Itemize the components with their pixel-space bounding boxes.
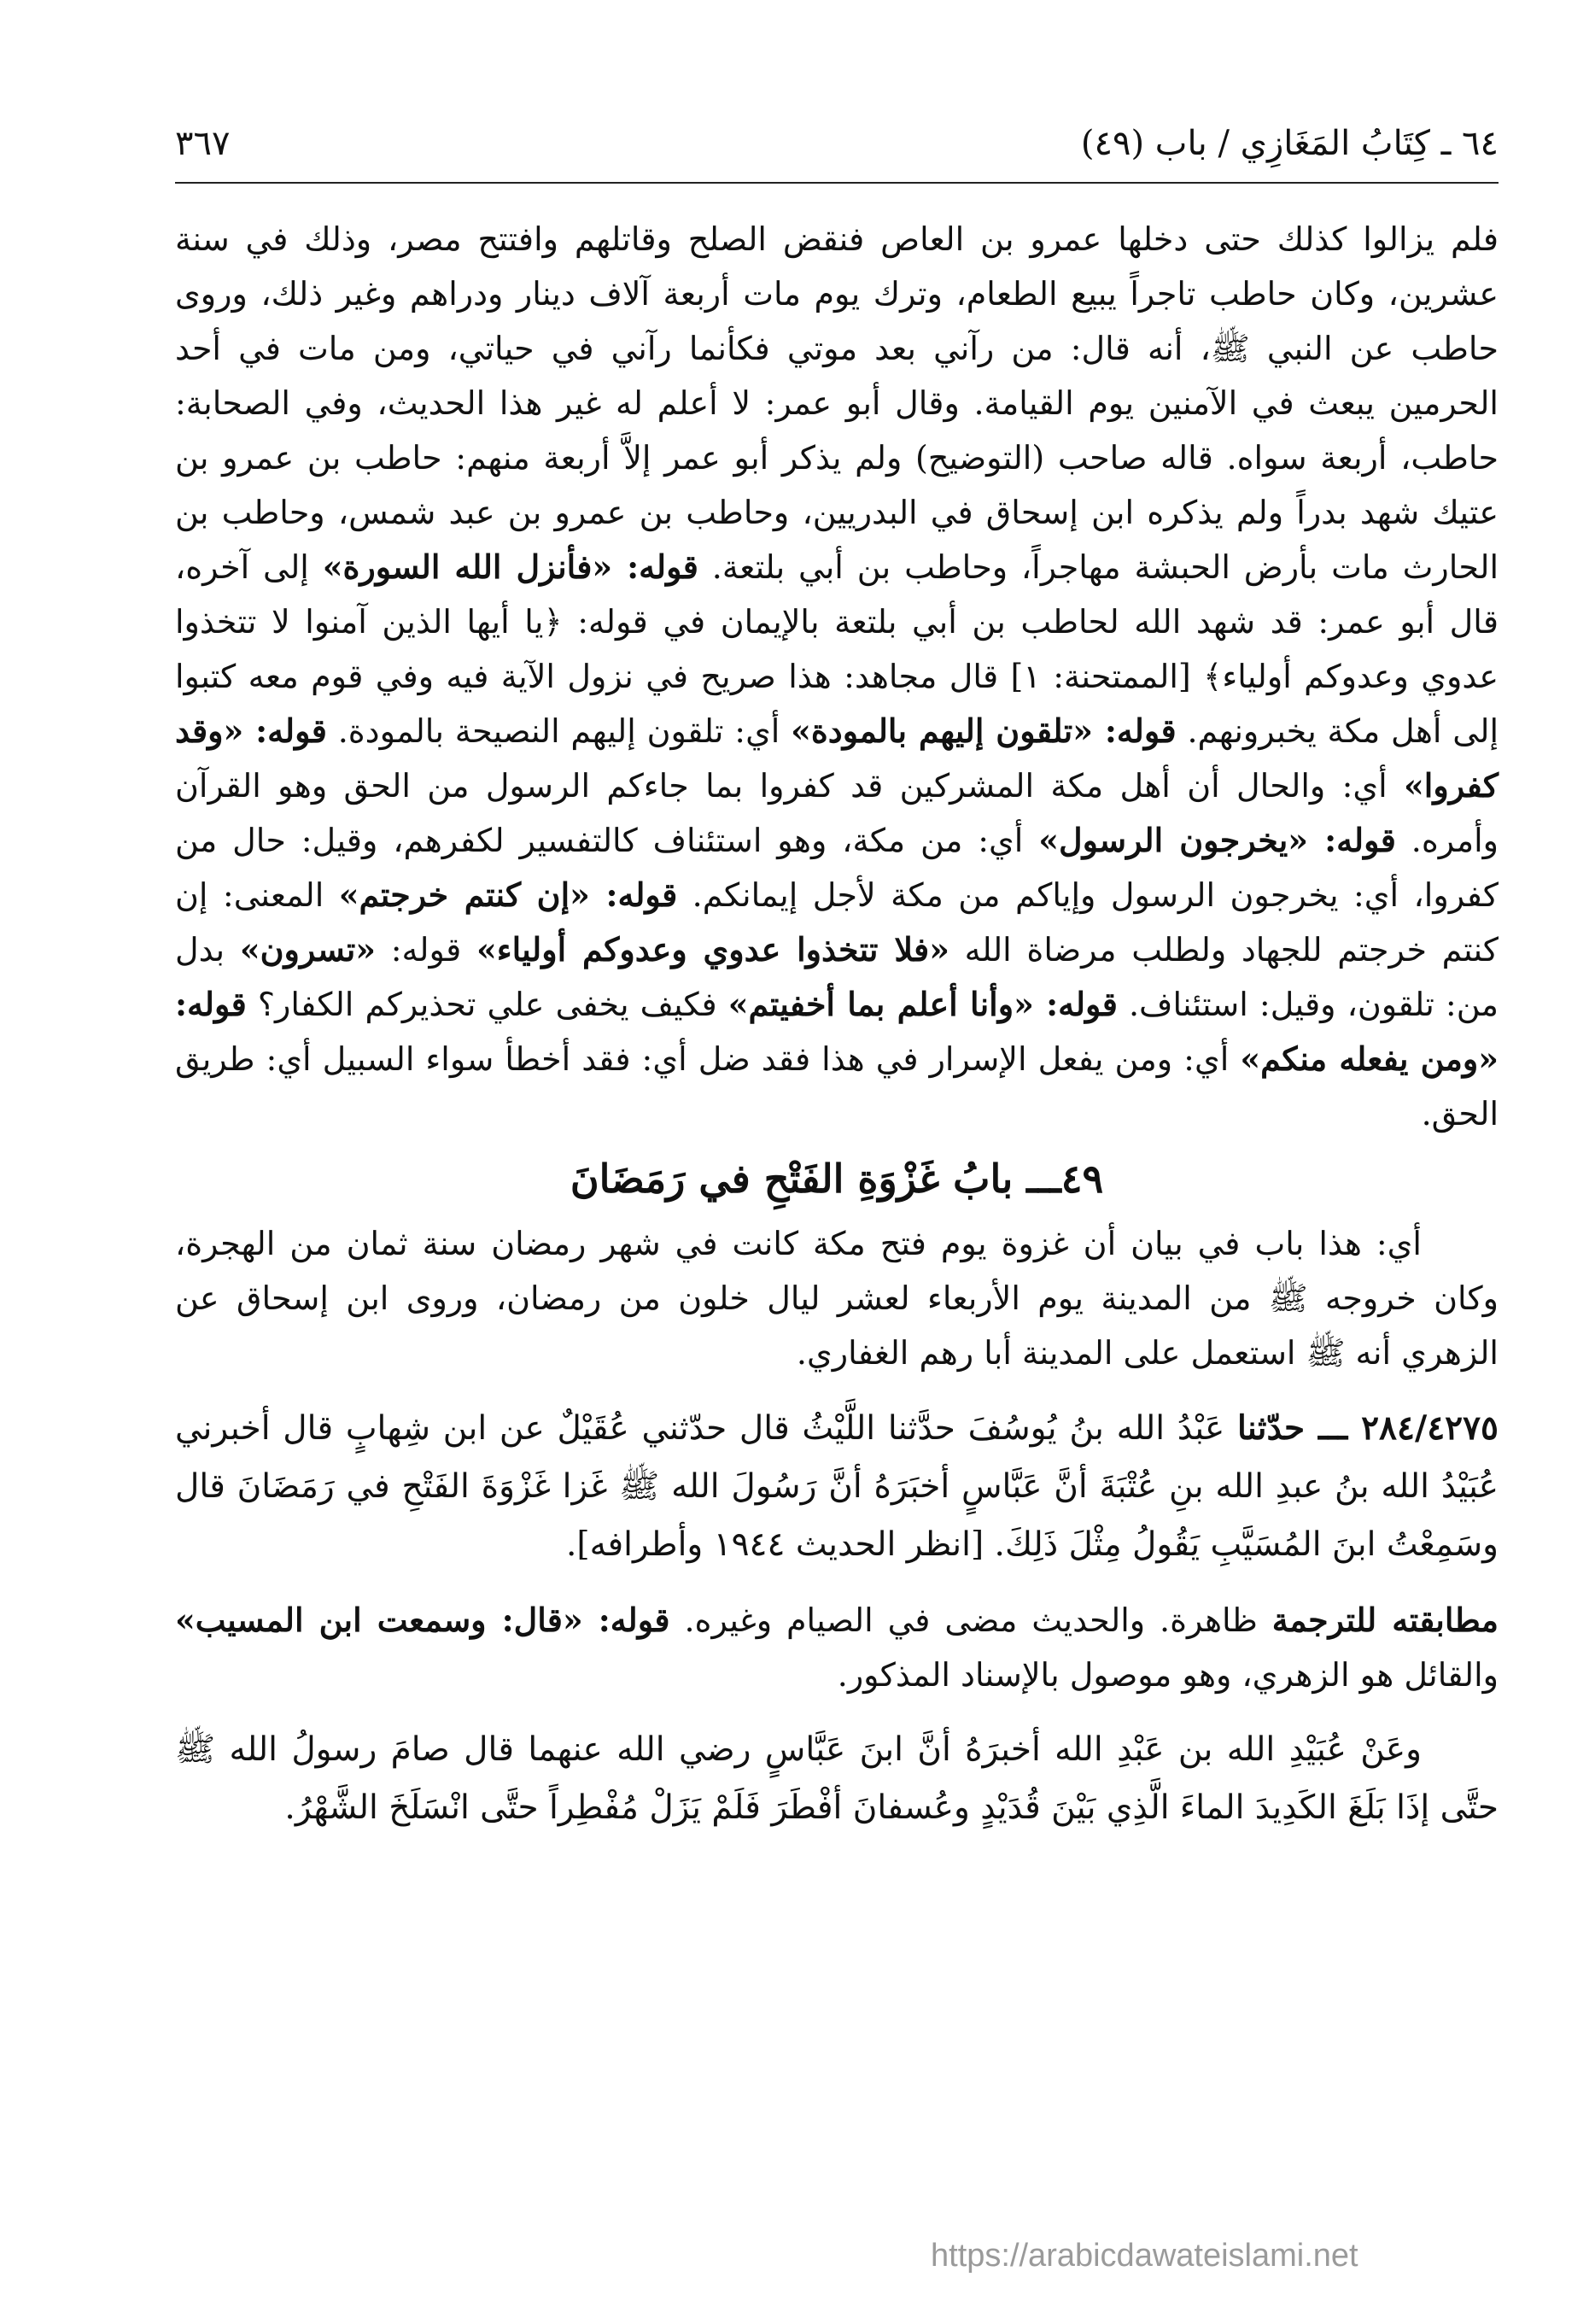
bold-quote: قوله: «وأنا أعلم بما أخفيتم» — [727, 985, 1118, 1023]
page-header — [175, 124, 1499, 180]
text-run: أي: ومن يفعل الإسرار في هذا فقد ضل أي: فقد أخطأ سواء السبيل أي: طريق الحق. — [175, 1040, 1499, 1133]
bold-quote: قوله: «قال: وسمعت ابن المسيب» — [175, 1601, 670, 1639]
header-rule — [175, 182, 1499, 184]
bold-quote: قوله: «ومن يفعله منكم» — [175, 985, 1499, 1078]
bold-quote: مطابقته للترجمة — [1271, 1601, 1499, 1639]
page-number: ٣٦٧ — [175, 124, 231, 163]
intro-paragraph: أي: هذا باب في بيان أن غزوة يوم فتح مكة كانت في شهر رمضان سنة ثمان من الهجرة، وكان خروجه ﷺ من المدينة يوم الأربعاء لعشر ليال خلون من رمضان، وروى ابن إسحاق عن الزهري أنه ﷺ استعمل على المدينة أبا رهم الغفاري. — [175, 1225, 1499, 1372]
text-run: والقائل هو الزهري، وهو موصول بالإسناد المذكور. — [837, 1656, 1499, 1694]
bold-quote: قوله: «فأنزل الله السورة» — [322, 547, 698, 586]
bold-quote: «تسرون» — [239, 930, 377, 969]
hadith-paragraph: وعَنْ عُبَيْدِ الله بن عَبْدِ الله أخبرَهُ أنَّ ابنَ عَبَّاسٍ رضي الله عنهما قال صامَ رسولُ الله ﷺ حتَّى إذَا بَلَغَ الكَدِيدَ الماءَ الَّذِي بَيْنَ قُدَيْدٍ وعُسفانَ أفْطَرَ فَلَمْ يَزَلْ مُفْطِراً حتَّى انْسَلَخَ الشَّهْرُ. — [175, 1730, 1499, 1827]
chapter-heading: ٤٩ـــ بابُ غَزْوَةِ الفَتْحِ في رَمَضَانَ — [570, 1156, 1104, 1202]
text-run: أي: من مكة، وهو استئناف كالتفسير لكفرهم، وقيل: حال من كفروا، أي: يخرجون الرسول وإياكم من مكة لأجل إيمانكم. — [175, 822, 1499, 914]
text-run: فكيف يخفى علي تحذيركم الكفار؟ — [246, 986, 728, 1023]
bold-quote: قوله: «إن كنتم خرجتم» — [338, 875, 678, 914]
text-run: فلم يزالوا كذلك حتى دخلها عمرو بن العاص فنقض الصلح وقاتلهم وافتتح مصر، وذلك في سنة عشرين، وكان حاطب تاجراً يبيع الطعام، وترك يوم مات أربعة آلاف دينار ودراهم وغير ذلك، وروى حاطب عن النبي ﷺ، أنه قال: من رآني بعد موتي فكأنما رآني في حياتي، ومن مات في أحد الحرمين يبعث في الآمنين يوم القيامة. وقال أبو عمر: لا أعلم له غير هذا الحديث، وفي الصحابة: حاطب، أربعة سواه. قاله صاحب (التوضيح) ولم يذكر أبو عمر إلاَّ أربعة منهم: حاطب بن عمرو بن عتيك شهد بدراً ولم يذكره ابن إسحاق في البدريين، وحاطب بن عمرو بن عبد شمس، وحاطب بن الحارث مات بأرض الحبشة مهاجراً، وحاطب بن أبي بلتعة. — [175, 220, 1499, 586]
spacer — [175, 1380, 1499, 1399]
bold-quote: قوله: «تلقون إليهم بالمودة» — [791, 711, 1177, 750]
hadith-paragraph — [175, 1399, 1499, 1574]
hadith-text: عَبْدُ الله بنُ يُوسُفَ حدَّثنا اللَّيْثُ قال حدّثني عُقَيْلٌ عن ابن شِهابٍ قال أخبرني عُبَيْدُ الله بنُ عبدِ الله بنِ عُتْبَةَ أنَّ عَبَّاسٍ أخبَرَهُ أنَّ رَسُولَ الله ﷺ غَزا غَزْوَةَ الفَتْحِ في رَمَضَانَ قال وسَمِعْتُ ابنَ المُسَيَّبِ يَقُولُ مِثْلَ ذَلِكَ. [انظر الحديث ١٩٤٤ وأطرافه]. — [175, 1409, 1499, 1564]
bold-quote: قوله: «يخرجون الرسول» — [1038, 821, 1396, 859]
page-body — [175, 212, 1499, 1837]
spacer — [175, 1574, 1499, 1593]
text-run: قوله: — [376, 931, 476, 969]
spacer — [175, 1702, 1499, 1721]
text-run: إلى آخره، قال أبو عمر: قد شهد الله لحاطب بن أبي بلتعة بالإيمان في قوله: ﴿يا أيها الذين آمنوا لا تتخذوا عدوي وعدوكم أولياء﴾ [الممتحنة: ١] قال مجاهد: هذا صريح في نزول الآية فيه وفي قوم معه كتبوا إلى أهل مكة يخبرونهم. — [175, 548, 1499, 750]
commentary-paragraph — [175, 1593, 1499, 1702]
text-run: ظاهرة. والحديث مضى في الصيام وغيره. — [669, 1601, 1272, 1639]
bold-quote: «فلا تتخذوا عدوي وعدوكم أولياء» — [476, 930, 949, 969]
bold-quote: قوله: «وقد كفروا» — [175, 711, 1499, 805]
hadith-number: ٢٨٤/٤٢٧٥ ـــ حدّثنا — [1237, 1408, 1499, 1448]
watermark-url: https://arabicdawateislami.net — [931, 2238, 1358, 2274]
text-run: أي: تلقون إليهم النصيحة بالمودة. — [326, 712, 792, 750]
text-run: بدل من: تلقون، وقيل: استئناف. — [175, 931, 1499, 1023]
commentary-paragraph — [175, 212, 1499, 1141]
text-run: أي: والحال أن أهل مكة المشركين قد كفروا بما جاءكم الرسول من الحق وهو القرآن وأمره. — [175, 767, 1499, 859]
chapter-title: ٦٤ ـ كِتَابُ المَغَازِي / باب (٤٩) — [1080, 124, 1499, 163]
text-run: المعنى: إن كنتم خرجتم للجهاد ولطلب مرضاة الله — [175, 876, 1499, 969]
